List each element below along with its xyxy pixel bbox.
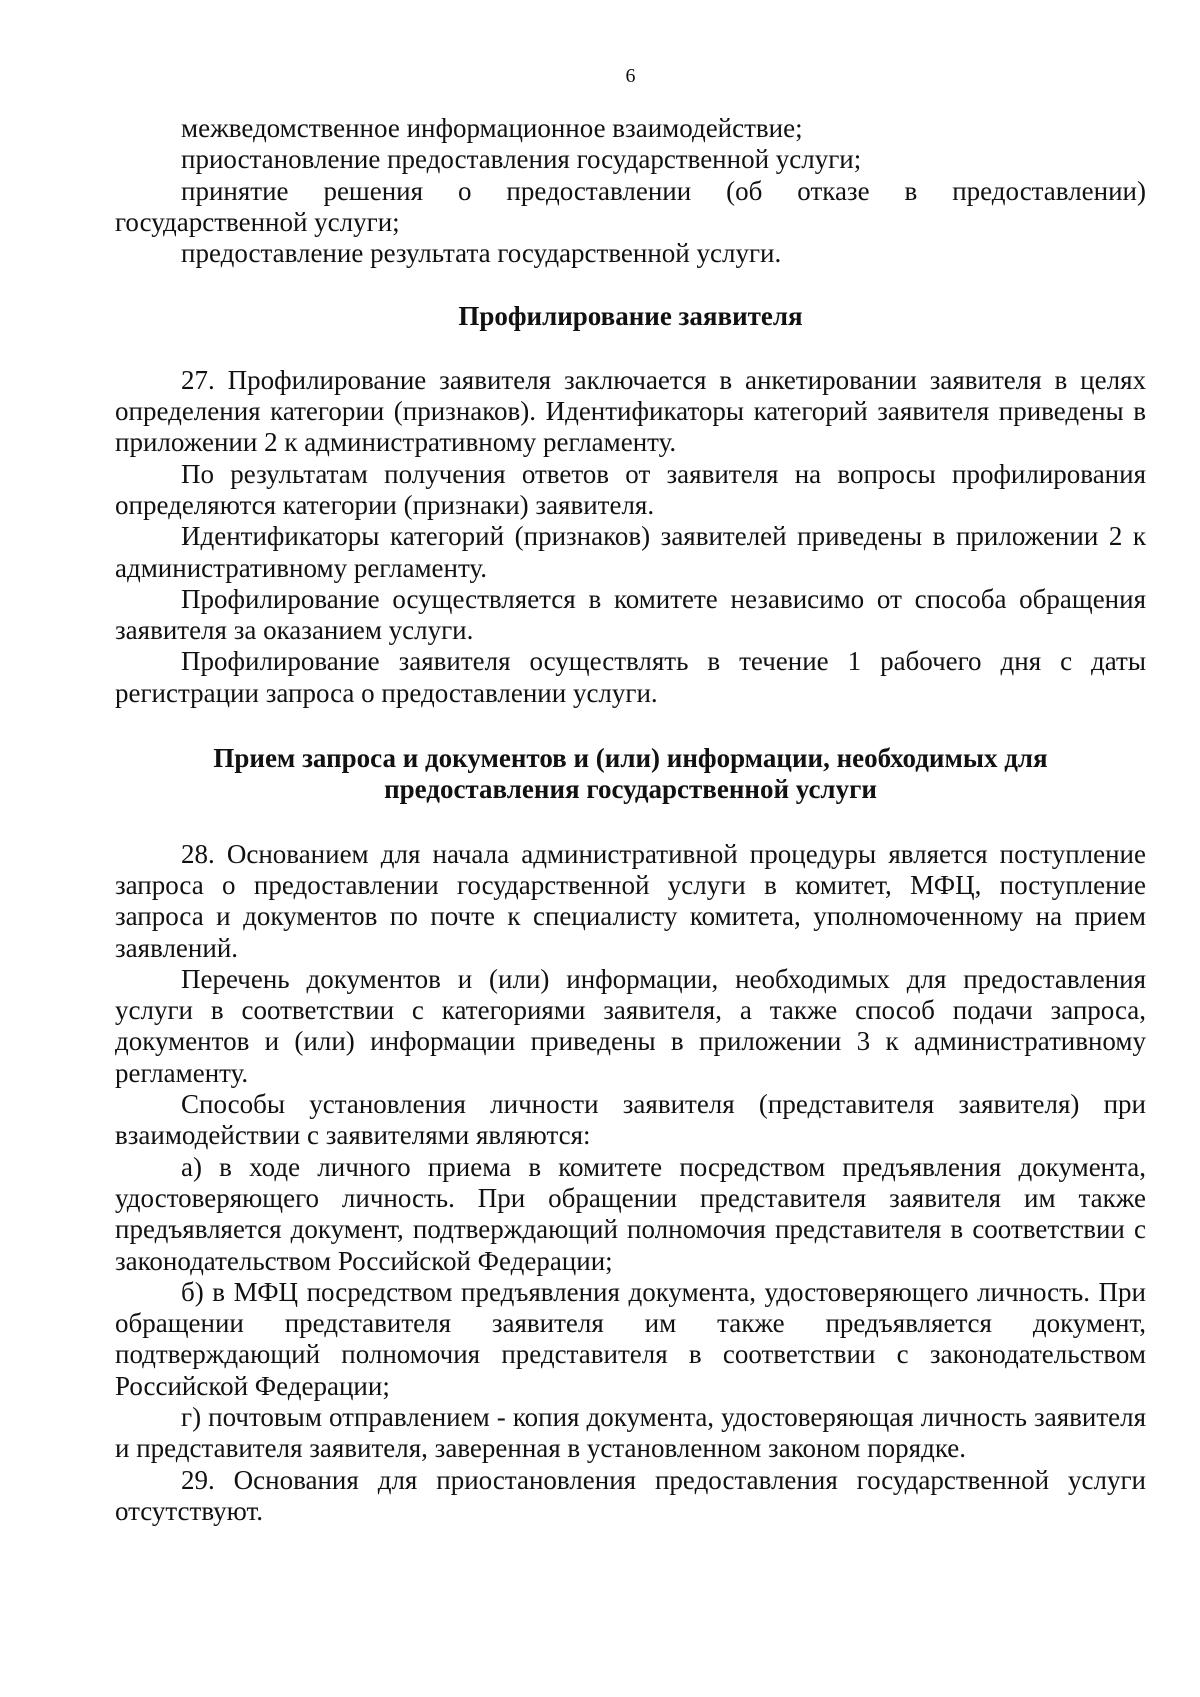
heading-line: предоставления государственной услуги <box>384 774 877 805</box>
page-number: 6 <box>625 65 636 87</box>
section-reception-body <box>115 839 1146 1528</box>
paragraph: По результатам получения ответов от заявителя на вопросы профилирования определяются категории (признаки) заявителя. <box>115 458 1146 520</box>
paragraph: а) в ходе личного приема в комитете посредством предъявления документа, удостоверяющего личность. При обращении представителя заявителя им также предъявляется документ, подтверждающий полномочия представителя в соответствии с законодательством Российской Федерации; <box>115 1151 1146 1276</box>
paragraph: 27. Профилирование заявителя заключается в анкетировании заявителя в целях определения категории (признаков). Идентификаторы категорий заявителя приведены в приложении 2 к административному регламенту. <box>115 364 1146 458</box>
section-heading-profiling: Профилирование заявителя <box>458 301 803 332</box>
paragraph: 28. Основанием для начала административной процедуры является поступление запроса о предоставлении государственной услуги в комитет, МФЦ, поступление запроса и документов по почте к специалисту комитета, уполномоченному на прием заявлений. <box>115 838 1146 963</box>
paragraph: Способы установления личности заявителя (представителя заявителя) при взаимодействии с заявителями являются: <box>115 1089 1146 1151</box>
intro-item: предоставление результата государственной услуги. <box>181 238 782 269</box>
paragraph: г) почтовым отправлением - копия документа, удостоверяющая личность заявителя и представителя заявителя, заверенная в установленном законом порядке. <box>115 1401 1146 1464</box>
intro-item: межведомственное информационное взаимодействие; <box>181 113 803 143</box>
section-heading-reception <box>115 743 1146 806</box>
paragraph: Профилирование осуществляется в комитете независимо от способа обращения заявителя за оказанием услуги. <box>115 583 1146 646</box>
intro-list <box>115 113 1146 269</box>
paragraph: б) в МФЦ посредством предъявления документа, удостоверяющего личность. При обращении представителя заявителя им также предъявляется документ, подтверждающий полномочия представителя в соответствии с законодательством Российской Федерации; <box>115 1276 1146 1401</box>
paragraph: Перечень документов и (или) информации, необходимых для предоставления услуги в соответствии с категориями заявителя, а также способ подачи запроса, документов и (или) информации приведены в приложении 3 к административному регламенту. <box>115 963 1146 1088</box>
section-profiling-body <box>115 365 1146 709</box>
paragraph: Профилирование заявителя осуществлять в течение 1 рабочего дня с даты регистрации запроса о предоставлении услуги. <box>115 646 1146 708</box>
paragraph: 29. Основания для приостановления предоставления государственной услуги отсутствуют. <box>115 1464 1146 1526</box>
paragraph: Идентификаторы категорий (признаков) заявителей приведены в приложении 2 к административному регламенту. <box>115 521 1146 583</box>
intro-item: принятие решения о предоставлении (об отказе в предоставлении) государственной услуги; <box>115 175 1146 237</box>
heading-line: Прием запроса и документов и (или) информации, необходимых для <box>213 743 1048 774</box>
intro-item: приостановление предоставления государственной услуги; <box>181 144 862 175</box>
